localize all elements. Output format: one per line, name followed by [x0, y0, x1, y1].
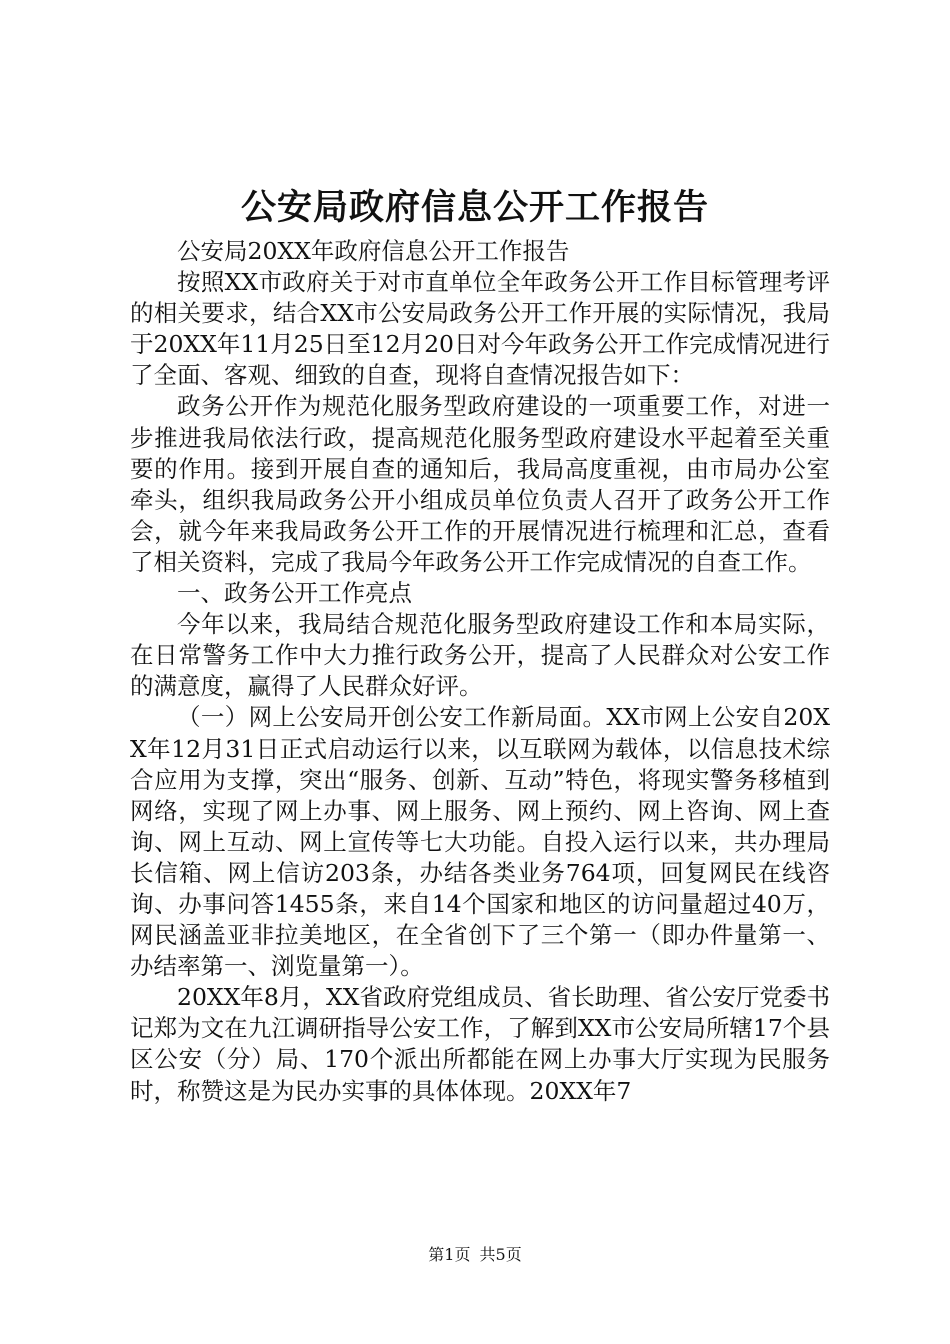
- paragraph-intro: 按照XX市政府关于对市直单位全年政务公开工作目标管理考评的相关要求，结合XX市公安局政务公开工作开展的实际情况，我局于20XX年11月25日至12月20日对今年政务公开工作完成情况进行了全面、客观、细致的自查，现将自查情况报告如下：: [130, 268, 830, 390]
- paragraph-provincial-visit: 20XX年8月，XX省政府党组成员、省长助理、省公安厅党委书记郑为文在九江调研指导公安工作，了解到XX市公安局所辖17个县区公安（分）局、170个派出所都能在网上办事大厅实现为民服务时，称赞这是为民办实事的具体体现。20XX年7: [130, 983, 830, 1105]
- paragraph-online-bureau: （一）网上公安局开创公安工作新局面。XX市网上公安自20XX年12月31日正式启动运行以来，以互联网为载体，以信息技术综合应用为支撑，突出“服务、创新、互动”特色，将现实警务移植到网络，实现了网上办事、网上服务、网上预约、网上咨询、网上查询、网上互动、网上宣传等七大功能。自投入运行以来，共办理局长信箱、网上信访203条，办结各类业务764项，回复网民在线咨询、办事问答1455条，来自14个国家和地区的访问量超过40万，网民涵盖亚非拉美地区，在全省创下了三个第一（即办件量第一、办结率第一、浏览量第一）。: [130, 703, 830, 981]
- paragraph-highlights-summary: 今年以来，我局结合规范化服务型政府建设工作和本局实际，在日常警务工作中大力推行政务公开，提高了人民群众对公安工作的满意度，赢得了人民群众好评。: [130, 610, 830, 701]
- document-title: 公安局政府信息公开工作报告: [240, 188, 709, 228]
- page-number-footer: 第1页 共5页: [428, 1245, 522, 1264]
- paragraph-importance: 政务公开作为规范化服务型政府建设的一项重要工作，对进一步推进我局依法行政，提高规范化服务型政府建设水平起着至关重要的作用。接到开展自查的通知后，我局高度重视，由市局办公室牵头，组织我局政务公开小组成员单位负责人召开了政务公开工作会，就今年来我局政务公开工作的开展情况进行梳理和汇总，查看了相关资料，完成了我局今年政务公开工作完成情况的自查工作。: [130, 392, 830, 576]
- paragraph-subtitle: 公安局20XX年政府信息公开工作报告: [177, 237, 570, 265]
- section-heading-highlights: 一、政务公开工作亮点: [177, 579, 412, 608]
- document-body: [130, 236, 830, 1107]
